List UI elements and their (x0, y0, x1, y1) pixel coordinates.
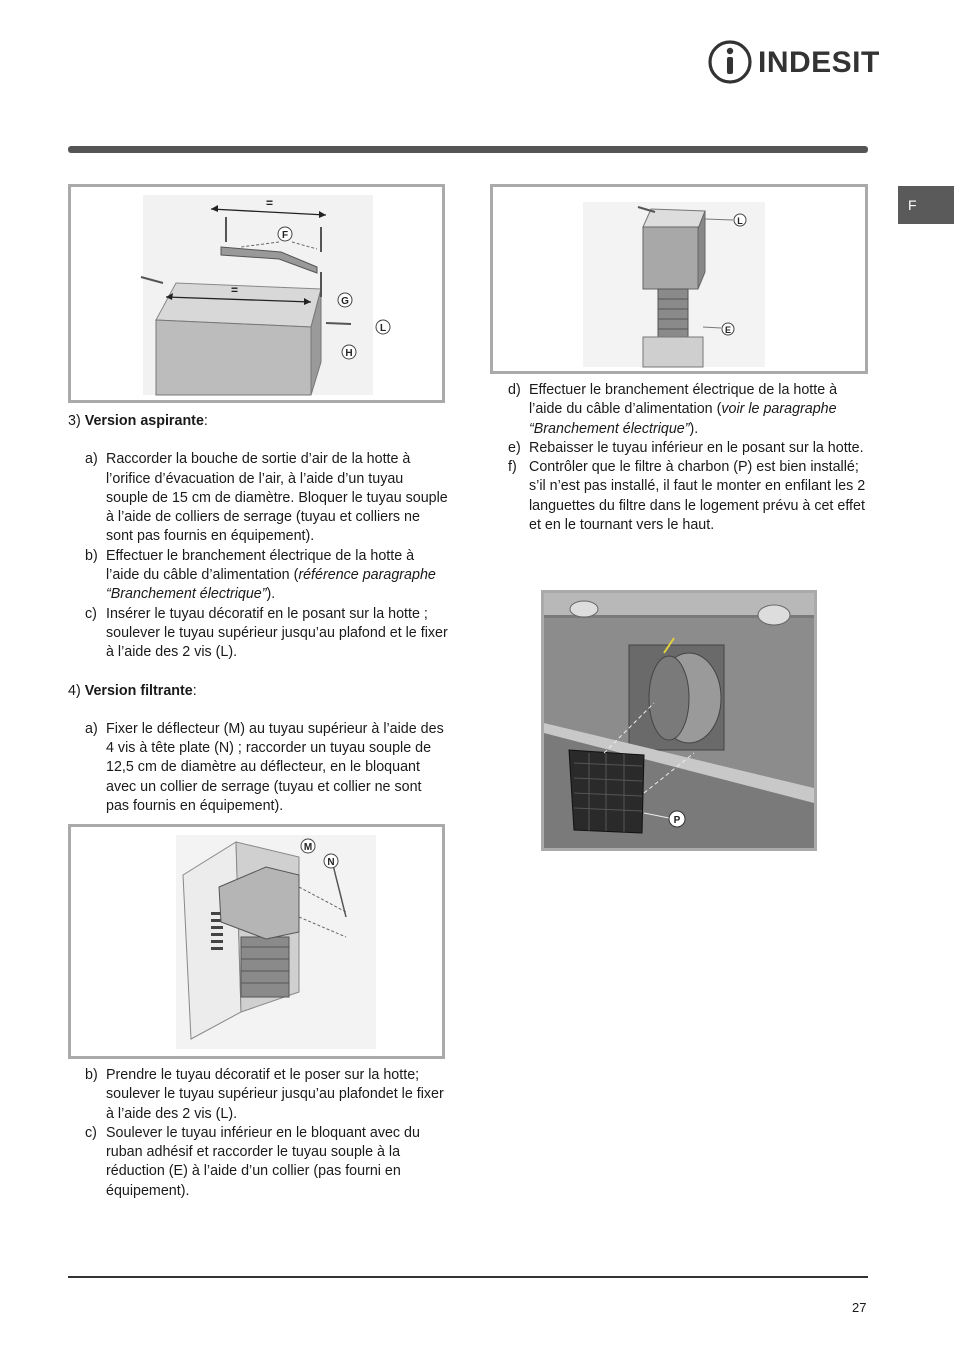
language-tab-label: F (908, 197, 917, 213)
list-item: c) Soulever le tuyau inférieur en le bloquant avec du ruban adhésif et raccorder le tuyau souple à la réduction (E) à l’aide d’un collier (pas fourni en équipement). (85, 1124, 420, 1199)
list-item: d) Effectuer le branchement électrique de la hotte à l’aide du câble d’alimentation (voir le paragraphe “Branchement électrique”). (508, 382, 838, 437)
left-text-block-continued (85, 1066, 448, 1201)
list-item: a) Fixer le déflecteur (M) au tuyau supérieur à l’aide des 4 vis à tête plate (N) ; raccorder un tuyau souple de 12,5 cm de diamètre au déflecteur, en le bloquant avec un collier de serrage (tuyau et collier ne sont pas fournis en équipement). (85, 720, 444, 815)
carbon-filter-illustration (544, 593, 814, 848)
page-number: 27 (852, 1300, 867, 1315)
list-item: e) Rebaisser le tuyau inférieur en le posant sur la hotte. (508, 439, 864, 456)
svg-text:N: N (327, 857, 335, 868)
figure-flue-connection (490, 184, 868, 374)
top-divider (68, 146, 868, 153)
svg-text:P: P (673, 815, 681, 826)
list-item: b) Effectuer le branchement électrique de la hotte à l’aide du câble d’alimentation (référence paragraphe “Branchement électrique”). (85, 547, 436, 603)
svg-text:L: L (737, 216, 743, 226)
flue-illustration (493, 187, 865, 371)
indesit-i-icon (708, 38, 756, 88)
bottom-divider (68, 1276, 868, 1278)
indesit-logo (708, 38, 880, 88)
language-tab (898, 186, 954, 224)
list-item: f) Contrôler que le filtre à charbon (P) est bien installé; s’il n’est pas installé, il faut le monter en enfilant les 2 languettes du filtre dans le logement prévu à cet effet et en le tournant vers le haut. (508, 459, 866, 534)
list-item: a) Raccorder la bouche de sortie d’air de la hotte à l’orifice d’évacuation de l’air, à l’aide d’un tuyau souple de 15 cm de diamètre. Bloquer le tuyau souple à l’aide de colliers de serrage (tuyau et colliers ne sont pas fournis en équipement). (85, 451, 448, 545)
svg-text:E: E (724, 325, 732, 335)
left-text-block (68, 412, 448, 816)
section-4-heading: 4) Version filtrante: (68, 682, 197, 699)
right-text-block (508, 381, 870, 535)
svg-text:=: = (231, 283, 239, 297)
section-3-heading: 3) Version aspirante: (68, 413, 208, 429)
list-item: b) Prendre le tuyau décoratif et le poser sur la hotte; soulever le tuyau supérieur jusqu’au plafondet le fixer à l’aide des 2 vis (L). (85, 1067, 444, 1122)
svg-text:M: M (303, 842, 313, 853)
brand-wordmark: INDESIT (758, 46, 880, 79)
figure-chimney-mounting (68, 184, 445, 403)
deflector-illustration (71, 827, 442, 1056)
list-item: c) Insérer le tuyau décoratif en le posant sur la hotte ; soulever le tuyau supérieur jusqu’au plafond et le fixer à l’aide des 2 vis (L). (85, 605, 448, 661)
svg-text:H: H (345, 348, 353, 359)
svg-text:F: F (281, 230, 289, 241)
figure-deflector-mounting (68, 824, 445, 1059)
chimney-bracket-illustration (71, 187, 442, 400)
svg-text:G: G (341, 296, 349, 307)
svg-text:L: L (379, 323, 387, 334)
svg-text:=: = (266, 196, 274, 210)
figure-carbon-filter (541, 590, 817, 851)
